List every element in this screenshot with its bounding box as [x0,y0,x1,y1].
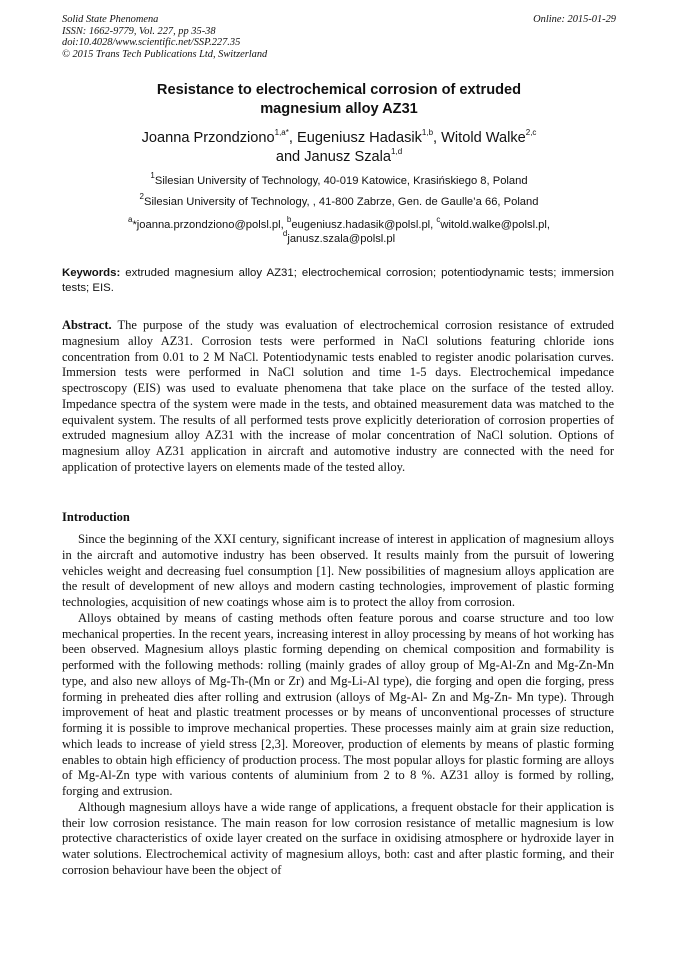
journal-name: Solid State Phenomena [62,14,159,25]
email-link[interactable]: janusz.szala@polsl.pl [287,232,396,245]
affiliation-marker: 2 [139,192,144,202]
journal-header [62,14,616,60]
intro-paragraph-2: Alloys obtained by means of casting methods often feature porous and coarse structure and too low mechanical properties. In the recent years, increasing interest in alloy processing by means of hot working has been observed. Magnesium alloys plastic forming depending on chemical composition and formability is performed with the following methods: rolling (mainly grades of alloy group of Mg-Al-Zn and Mg-Zn-Mn type, and also new alloys of Mg-Th-(Mn or Zr) and Mg-Li-Al type), die forging and open die forging, press forming in preheated dies after rolling and extrusion (alloys of Mg-Al- Zn and Mg-Zn- Mn type). Through improvement of heat and plastic treatment processes or by means of unconventional processes of structure forming it is possible to improve mechanical properties. These processes mainly aim at grain size reduction, which leads to increase of yield stress [2,3]. Moreover, production of elements by means of plastic forming enables to obtain high efficiency of production process. The most popular alloys for plastic forming are alloys of Mg-Al-Zn type with various contents of aluminium from 2 to 8 %. AZ31 alloy is formed by rolling, forging and extrusion. [62,610,614,798]
email-marker: a [127,215,133,225]
author-affil-marker: 2,c [525,128,537,138]
author-affil-marker: 1,d [391,147,403,157]
author-list [60,129,618,167]
keywords-text: extruded magnesium alloy AZ31; electrochemical corrosion; potentiodynamic tests; immersion tests; EIS. [62,267,614,294]
author-affil-marker: 1,a* [274,128,289,138]
email-link[interactable]: *joanna.przondziono@polsl.pl, [132,219,287,231]
author-conjunction: and [275,149,305,165]
email-link[interactable]: witold.walke@polsl.pl, [440,219,550,231]
abstract [62,318,614,476]
affiliation-2 [60,192,618,209]
section-heading-introduction: Introduction [62,510,130,524]
affiliation-text: Silesian University of Technology, 40-019 Katowice, Krasińskiego 8, Poland [154,175,528,187]
author-name: Janusz Szala [304,149,392,165]
title-line-1: Resistance to electrochemical corrosion of extruded [156,82,522,98]
title-line-2: magnesium alloy AZ31 [260,101,418,117]
affiliation-text: Silesian University of Technology, , 41-800 Zabrze, Gen. de Gaulle’a 66, Poland [143,196,539,208]
email-line-1 [60,215,618,233]
keywords [62,266,614,295]
email-link[interactable]: eugeniusz.hadasik@polsl.pl, [291,219,437,231]
intro-paragraph-3: Although magnesium alloys have a wide range of applications, a frequent obstacle for their application is their low corrosion resistance. The main reason for low corrosion resistance of metallic magnesium is low protective characteristics of oxide layer created on the surface in oxidising atmosphere or hydroxide layer in water solutions. Electrochemical activity of magnesium alloys, both: cast and after plastic forming, and their corrosion behaviour have been the object of [62,799,614,877]
abstract-text: The purpose of the study was evaluation of electrochemical corrosion resistance of extruded magnesium alloy AZ31. Corrosion tests were performed in NaCl solutions featuring chloride ions concentration from 0.01 to 2 M NaCl. Potentiodynamic tests enabled to register anodic polarisation curves. Immersion tests were performed in NaCl solution and time 1-5 days. Electrochemical impedance spectroscopy (EIS) was used to evaluate phenomena that take place on the surface of the tested alloy. Impedance spectra of the system were made in the tests, and obtained measurement data was matched to the equivalent system. The results of all performed tests prove explicitly deterioration of corrosion properties of extruded magnesium alloy AZ31 with the increase of molar concentration of NaCl solution. Options of magnesium alloy AZ31 application in aircraft and automotive industry are connected with the need for application of protective layers on elements made of the tested alloy. [62,318,614,474]
email-marker: d [282,228,288,238]
affiliation-1 [60,171,618,188]
online-date: Online: 2015-01-29 [533,14,616,25]
author-line-1: Joanna Przondziono$^{1,a*}$, Eugeniusz Hadasik$^{1,b}$, Witold Walke$^{2,c}$ [141,128,537,146]
abstract-label: Abstract. [62,318,112,332]
author-line-2 [60,148,618,167]
email-line-2 [60,228,618,247]
email-marker: b [286,215,292,225]
author-affil-marker: 1,b [421,128,434,138]
journal-copyright: © 2015 Trans Tech Publications Ltd, Switzerland [62,48,268,60]
author-name: Joanna Przondziono [141,130,275,146]
author-name: Eugeniusz Hadasik [296,130,422,146]
journal-issn: ISSN: 1662-9779, Vol. 227, pp 35-38 [62,25,216,37]
paper-title [60,81,618,119]
affiliation-marker: 1 [150,171,155,181]
journal-doi[interactable]: doi:10.4028/www.scientific.net/SSP.227.35 [62,37,241,49]
introduction-body [62,532,614,879]
author-name: Witold Walke [441,130,526,146]
email-marker: c [436,215,441,225]
abstract-paragraph [62,318,614,476]
keywords-label: Keywords: [62,267,121,279]
author-emails [60,215,618,246]
intro-paragraph-1: Since the beginning of the XXI century, significant increase of interest in application of magnesium alloys in the aircraft and automotive industry has been observed. It results mainly from the pursuit of lowering vehicles weight and decreasing fuel consumption [1]. New possibilities of magnesium alloys application are the result of development of new alloys and modern casting technologies, improvement of plastic forming technologies, acquisition of new coatings whose aim is to protect the alloy from corrosion. [62,532,614,609]
